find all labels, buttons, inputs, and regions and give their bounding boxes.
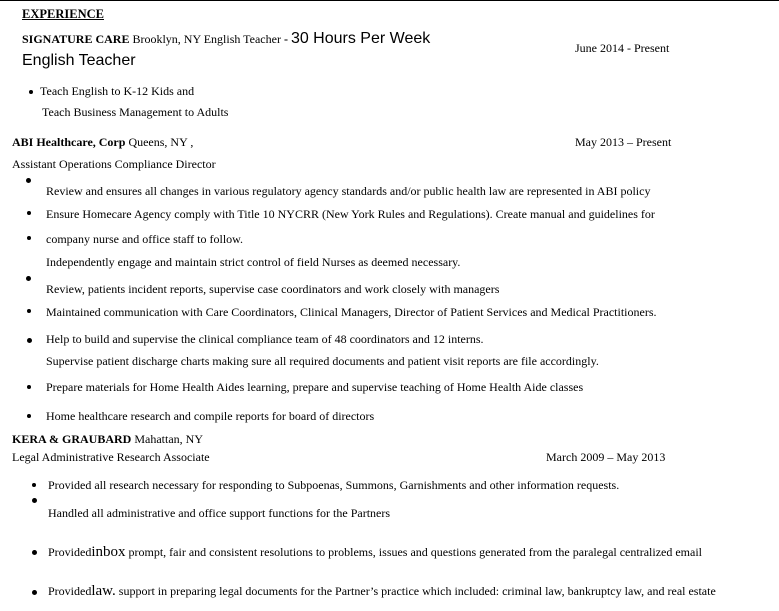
job-3-bullet-3-rest: prompt, fair and consistent resolutions to problems, issues and questions generated from the paralegal centralized email bbox=[125, 545, 703, 559]
job-3-location: Mahattan, NY bbox=[131, 432, 203, 446]
job-2-bullet-10-dot bbox=[27, 414, 31, 418]
job-1-company: SIGNATURE CARE bbox=[22, 32, 130, 46]
job-3-bullet-3-word: inbox bbox=[91, 544, 126, 560]
job-3-bullet-1: Provided all research necessary for responding to Subpoenas, Summons, Garnishments and other information requests. bbox=[48, 478, 620, 492]
job-3-bullet-4-word: law. bbox=[91, 583, 116, 599]
job-3-company: KERA & GRAUBARD bbox=[12, 432, 132, 446]
job-2-bullet-2: Ensure Homecare Agency comply with Title 10 NYCRR (New York Rules and Regulations). Create manual and guidelines for bbox=[46, 207, 655, 221]
job-3-dates: March 2009 – May 2013 bbox=[546, 450, 666, 464]
job-2-bullet-3: company nurse and office staff to follow. bbox=[46, 232, 244, 246]
job-2-bullet-5-dot bbox=[26, 276, 31, 281]
job-3-header bbox=[12, 432, 203, 447]
job-1-bullet-1-dot bbox=[29, 90, 33, 94]
job-2-title: Assistant Operations Compliance Director bbox=[12, 157, 216, 171]
top-rule bbox=[0, 0, 779, 1]
job-1-dash: - bbox=[283, 32, 291, 46]
job-2-header bbox=[12, 135, 193, 150]
job-2-bullet-4: Independently engage and maintain strict control of field Nurses as deemed necessary. bbox=[46, 255, 461, 269]
job-2-bullet-6: Maintained communication with Care Coordinators, Clinical Managers, Director of Patient Services and Medical Practitioners. bbox=[46, 305, 657, 319]
job-3-bullet-4-rest: support in preparing legal documents for the Partner’s practice which included: criminal law, bankruptcy law, and real estate bbox=[115, 584, 716, 598]
job-3-bullet-3-lead: Provided bbox=[48, 545, 92, 559]
job-2-bullet-7-dot bbox=[27, 338, 32, 343]
job-1-location-role: Brooklyn, NY English Teacher bbox=[129, 32, 284, 46]
job-3-title: Legal Administrative Research Associate bbox=[12, 450, 210, 464]
job-2-bullet-1-dot bbox=[26, 178, 31, 183]
job-3-bullet-2-dot bbox=[32, 498, 37, 503]
job-1-header bbox=[22, 30, 430, 48]
job-2-bullet-5: Review, patients incident reports, supervise case coordinators and work closely with managers bbox=[46, 282, 500, 296]
job-1-title: English Teacher bbox=[22, 52, 136, 69]
job-1-dates: June 2014 - Present bbox=[575, 41, 670, 55]
job-2-location: Queens, NY , bbox=[125, 135, 194, 149]
job-2-bullet-9-dot bbox=[27, 385, 31, 389]
job-2-bullet-3-dot bbox=[27, 236, 31, 240]
job-3-bullet-2: Handled all administrative and office support functions for the Partners bbox=[48, 506, 391, 520]
job-3-bullet-4-dot bbox=[32, 590, 37, 595]
job-2-dates: May 2013 – Present bbox=[575, 135, 672, 149]
job-1-hours: 30 Hours Per Week bbox=[290, 30, 431, 47]
job-3-bullet-3 bbox=[48, 544, 702, 561]
section-heading-experience: EXPERIENCE bbox=[22, 7, 104, 21]
job-2-bullet-1: Review and ensures all changes in various regulatory agency standards and/or public health law are represented in ABI policy bbox=[46, 184, 651, 198]
job-1-bullet-1: Teach English to K-12 Kids and bbox=[40, 84, 195, 98]
job-2-company: ABI Healthcare, Corp bbox=[12, 135, 126, 149]
job-3-bullet-4 bbox=[48, 583, 716, 600]
job-3-bullet-1-dot bbox=[32, 483, 36, 487]
job-2-bullet-10: Home healthcare research and compile reports for board of directors bbox=[46, 409, 375, 423]
job-3-bullet-4-lead: Provided bbox=[48, 584, 92, 598]
job-2-bullet-7: Help to build and supervise the clinical compliance team of 48 coordinators and 12 interns. bbox=[46, 332, 484, 346]
job-2-bullet-8: Supervise patient discharge charts making sure all required documents and patient visit reports are file accordingly. bbox=[46, 354, 599, 368]
job-2-bullet-9: Prepare materials for Home Health Aides learning, prepare and supervise teaching of Home Health Aide classes bbox=[46, 380, 584, 394]
job-3-bullet-3-dot bbox=[32, 550, 37, 555]
job-2-bullet-2-dot bbox=[27, 211, 31, 215]
job-2-bullet-6-dot bbox=[27, 309, 31, 313]
job-1-bullet-2: Teach Business Management to Adults bbox=[42, 105, 229, 119]
